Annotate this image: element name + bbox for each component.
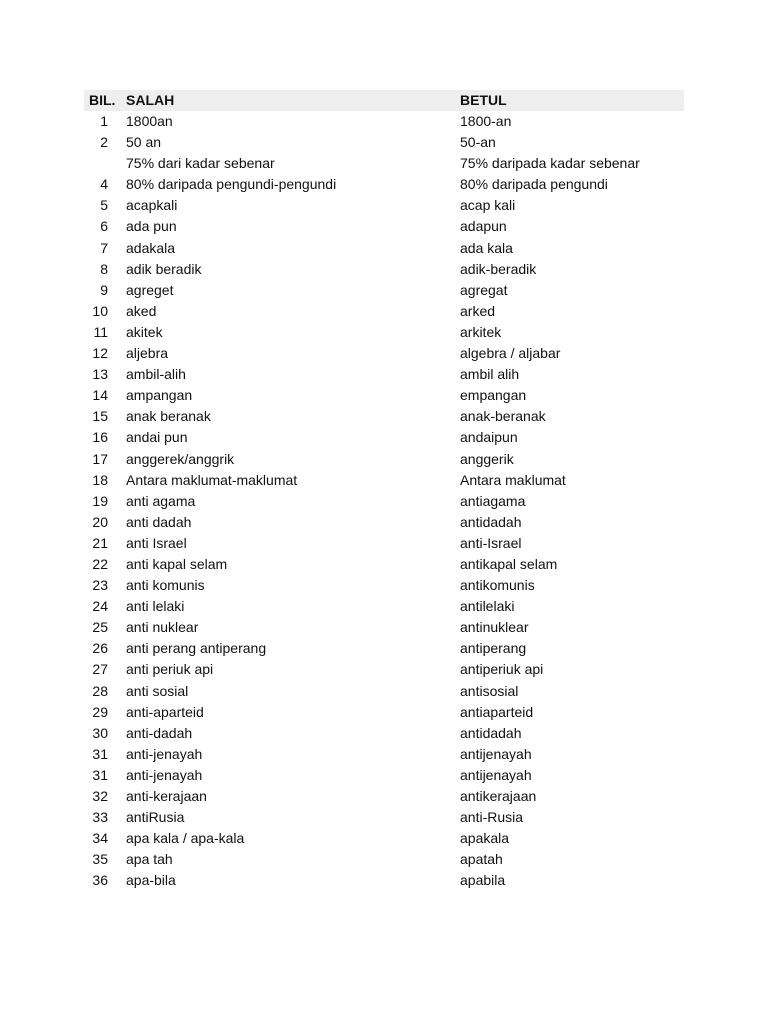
- row-salah: anti-kerajaan: [126, 788, 207, 804]
- table-row: [84, 723, 684, 744]
- table-row: [84, 195, 684, 216]
- row-betul: antijenayah: [460, 745, 532, 762]
- row-betul: andaipun: [460, 429, 518, 446]
- row-betul: antisosial: [460, 682, 519, 699]
- row-betul: ambil alih: [460, 366, 520, 383]
- row-salah: anti Israel: [126, 534, 187, 551]
- row-betul: Antara maklumat: [460, 471, 566, 488]
- row-number: 29: [92, 703, 108, 720]
- table-row: [84, 364, 684, 385]
- row-number: 30: [92, 724, 108, 741]
- table-row: [84, 659, 684, 680]
- table-row: [84, 533, 684, 554]
- row-salah: anggerek/anggrik: [126, 450, 235, 467]
- table-row: [84, 702, 684, 723]
- table-row: [84, 343, 684, 364]
- row-number: 9: [100, 281, 108, 298]
- row-betul: apatah: [460, 851, 503, 868]
- row-salah: anti lelaki: [126, 598, 185, 615]
- row-salah: akitek: [126, 323, 163, 340]
- row-number: 10: [92, 302, 108, 319]
- row-salah: ambil-alih: [126, 366, 186, 383]
- row-salah: acapkali: [126, 197, 178, 214]
- table-row: [84, 322, 684, 343]
- row-number: 34: [92, 830, 108, 847]
- row-salah: 1800an: [126, 113, 173, 129]
- table-row: [84, 554, 684, 575]
- table-row: [84, 617, 684, 638]
- row-betul: 50-an: [460, 134, 496, 151]
- row-salah: adakala: [126, 239, 176, 256]
- row-salah: Antara maklumat-maklumat: [126, 471, 298, 488]
- row-number: 2: [100, 134, 108, 151]
- table-row: [84, 807, 684, 828]
- table-row: [84, 491, 684, 512]
- row-number: 31: [92, 745, 108, 762]
- row-betul: antidadah: [460, 513, 522, 530]
- row-number: 20: [92, 513, 108, 530]
- row-number: 35: [92, 851, 108, 868]
- row-salah: ada pun: [126, 218, 177, 235]
- row-betul: anak-beranak: [460, 408, 546, 425]
- row-betul: antikerajaan: [460, 788, 537, 804]
- row-salah: anti perang antiperang: [126, 640, 267, 657]
- table-row: [84, 828, 684, 849]
- row-betul: apabila: [460, 872, 506, 889]
- table-row: [84, 849, 684, 870]
- row-betul: algebra / aljabar: [460, 345, 561, 362]
- row-salah: apa-bila: [126, 872, 176, 889]
- row-salah: aljebra: [126, 345, 169, 362]
- row-number: 5: [100, 197, 108, 214]
- row-betul: anti-Rusia: [460, 809, 524, 826]
- row-betul: antikapal selam: [460, 555, 558, 572]
- table-body: [84, 111, 684, 891]
- row-betul: ada kala: [460, 239, 513, 256]
- row-betul: 80% daripada pengundi: [460, 176, 608, 193]
- row-betul: antilelaki: [460, 598, 515, 615]
- table-row: [84, 596, 684, 617]
- row-salah: adik beradik: [126, 260, 202, 277]
- table-row: [84, 280, 684, 301]
- row-betul: adik-beradik: [460, 260, 537, 277]
- row-betul: antijenayah: [460, 766, 532, 783]
- word-correction-table: [84, 90, 684, 891]
- row-betul: antiagama: [460, 492, 526, 509]
- row-number: 24: [92, 598, 108, 615]
- row-number: 13: [92, 366, 108, 383]
- row-number: 15: [92, 408, 108, 425]
- row-salah: anak beranak: [126, 408, 211, 425]
- table-row: [84, 870, 684, 891]
- row-betul: 1800-an: [460, 113, 512, 129]
- row-number: 7: [100, 239, 108, 256]
- row-salah: ampangan: [126, 387, 193, 404]
- row-betul: antidadah: [460, 724, 522, 741]
- row-number: 6: [100, 218, 108, 235]
- row-number: 26: [92, 640, 108, 657]
- row-number: 36: [92, 872, 108, 889]
- header-salah: SALAH: [126, 92, 175, 108]
- row-salah: apa tah: [126, 851, 173, 868]
- row-number: 4: [100, 176, 108, 193]
- row-betul: agregat: [460, 281, 508, 298]
- table-row: [84, 681, 684, 702]
- row-number: 31: [92, 766, 108, 783]
- row-number: 25: [92, 619, 108, 636]
- row-salah: anti sosial: [126, 682, 189, 699]
- row-number: 1: [100, 113, 108, 129]
- table-row: [84, 132, 684, 153]
- row-number: 28: [92, 682, 108, 699]
- row-salah: apa kala / apa-kala: [126, 830, 245, 847]
- row-number: 19: [92, 492, 108, 509]
- row-number: 8: [100, 260, 108, 277]
- row-number: 21: [92, 534, 108, 551]
- row-number: 12: [92, 345, 108, 362]
- row-number: 17: [92, 450, 108, 467]
- row-salah: agreget: [126, 281, 174, 298]
- table-row: [84, 744, 684, 765]
- table-row: [84, 765, 684, 786]
- row-betul: acap kali: [460, 197, 516, 214]
- table-row: [84, 301, 684, 322]
- row-salah: anti-jenayah: [126, 745, 203, 762]
- row-betul: arked: [460, 302, 496, 319]
- row-salah: anti nuklear: [126, 619, 199, 636]
- row-salah: anti-aparteid: [126, 703, 204, 720]
- table-row: [84, 406, 684, 427]
- row-betul: antiperiuk api: [460, 661, 544, 678]
- row-betul: empangan: [460, 387, 527, 404]
- table-row: [84, 174, 684, 195]
- table-row: [84, 638, 684, 659]
- row-betul: anti-Israel: [460, 534, 522, 551]
- table-row: [84, 449, 684, 470]
- table-row: [84, 427, 684, 448]
- row-salah: 75% dari kadar sebenar: [126, 155, 275, 172]
- table-row: [84, 216, 684, 237]
- row-number: 27: [92, 661, 108, 678]
- row-betul: arkitek: [460, 323, 502, 340]
- row-number: 16: [92, 429, 108, 446]
- row-betul: antinuklear: [460, 619, 529, 636]
- header-betul: BETUL: [460, 92, 507, 108]
- row-betul: adapun: [460, 218, 507, 235]
- row-number: 22: [92, 555, 108, 572]
- row-salah: anti-dadah: [126, 724, 193, 741]
- table-row: [84, 575, 684, 596]
- table-header-row: [84, 90, 684, 111]
- table-row: [84, 259, 684, 280]
- row-betul: antiperang: [460, 640, 527, 657]
- row-number: 18: [92, 471, 108, 488]
- row-number: 11: [93, 323, 108, 340]
- table-row: [84, 470, 684, 491]
- row-salah: 50 an: [126, 134, 162, 151]
- row-number: 32: [92, 788, 108, 804]
- row-betul: anggerik: [460, 450, 514, 467]
- header-bil: BIL.: [89, 92, 116, 108]
- row-salah: antiRusia: [126, 809, 185, 826]
- table-row: [84, 238, 684, 259]
- table-row: [84, 111, 684, 132]
- row-salah: anti dadah: [126, 513, 192, 530]
- table-row: [84, 385, 684, 406]
- row-number: 23: [92, 577, 108, 594]
- row-salah: 80% daripada pengundi-pengundi: [126, 176, 337, 193]
- row-salah: anti periuk api: [126, 661, 214, 678]
- row-number: 33: [92, 809, 108, 826]
- row-salah: anti kapal selam: [126, 555, 228, 572]
- table-row: [84, 153, 684, 174]
- row-betul: 75% daripada kadar sebenar: [460, 155, 640, 172]
- row-betul: antikomunis: [460, 577, 535, 594]
- table-row: [84, 512, 684, 533]
- row-salah: anti-jenayah: [126, 766, 203, 783]
- row-salah: aked: [126, 302, 157, 319]
- row-number: 14: [92, 387, 108, 404]
- row-salah: anti agama: [126, 492, 196, 509]
- row-betul: apakala: [460, 830, 510, 847]
- row-betul: antiaparteid: [460, 703, 534, 720]
- row-salah: anti komunis: [126, 577, 205, 594]
- table-row: [84, 786, 684, 807]
- row-salah: andai pun: [126, 429, 188, 446]
